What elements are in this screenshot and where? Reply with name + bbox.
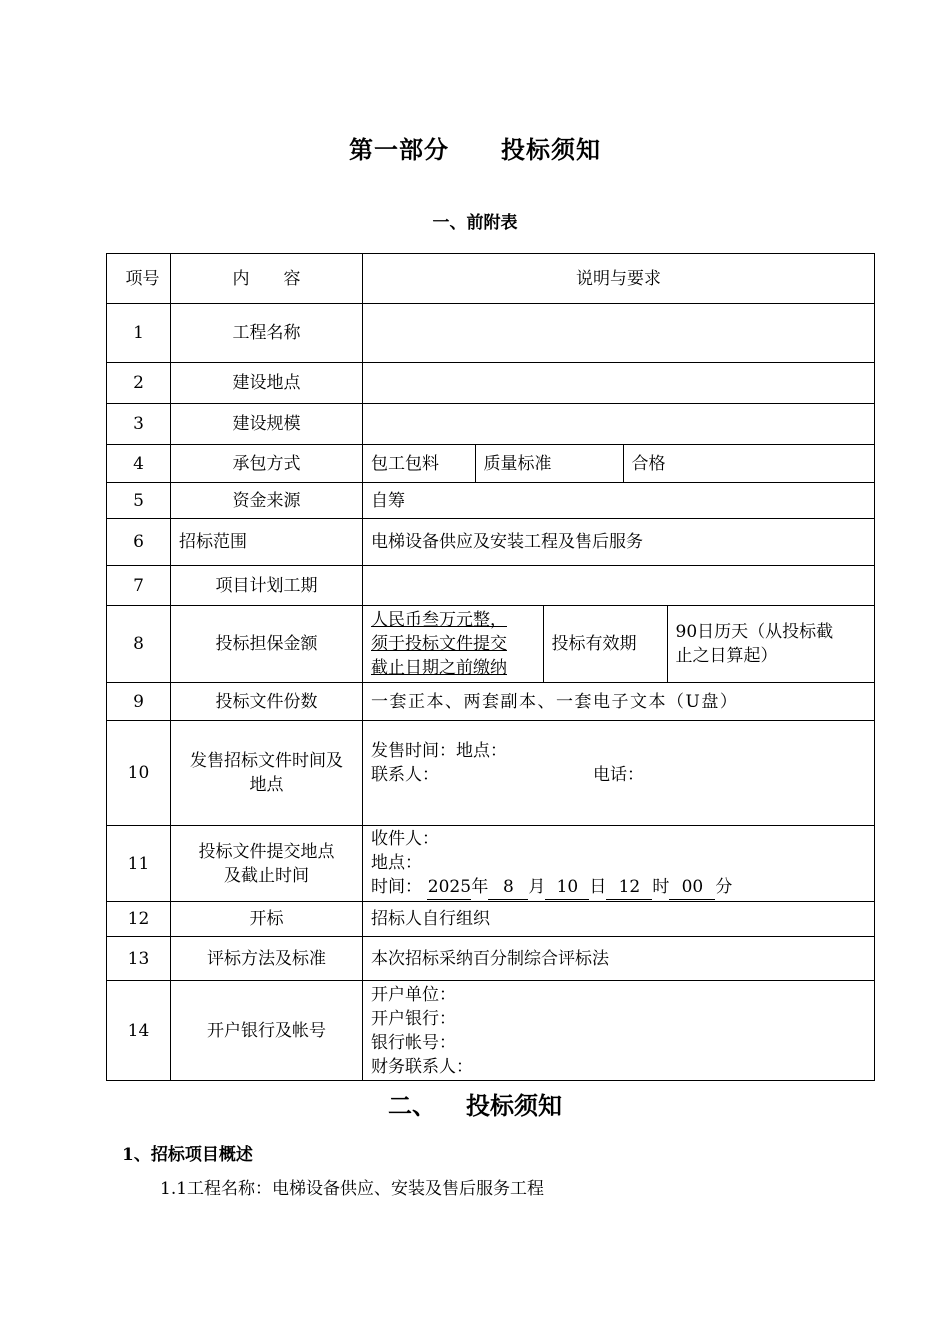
deadline-month: 8: [488, 875, 528, 900]
contact-label: 联系人：: [371, 765, 439, 785]
row-no: 9: [107, 683, 171, 721]
hour-unit: 时: [652, 877, 670, 897]
row-value: 本次招标采纳百分制综合评标法: [363, 937, 875, 981]
table-header-row: [107, 254, 875, 304]
table-row: [107, 683, 875, 721]
row-no: 4: [107, 445, 171, 483]
finance-contact-label: 财务联系人：: [371, 1056, 473, 1077]
bond-amount: [363, 606, 543, 682]
year-unit: 年: [471, 877, 489, 897]
table-row: [107, 404, 875, 445]
header-content: 内 容: [171, 254, 363, 304]
deadline-line: [371, 875, 866, 900]
row-no: 10: [107, 721, 171, 826]
header-desc: 说明与要求: [363, 254, 875, 304]
row-value-split: [363, 445, 875, 483]
validity-value: [667, 606, 874, 682]
row-label: 承包方式: [171, 445, 363, 483]
place-label: 地点：: [371, 853, 422, 873]
bank-label: 开户银行：: [371, 1008, 456, 1029]
row-value: [363, 566, 875, 606]
phone-label: 电话：: [593, 765, 644, 785]
table-row: [107, 826, 875, 902]
validity-line: 90日历天（从投标截: [675, 622, 834, 642]
title-name: 投标须知: [501, 135, 601, 164]
section-2-title: [0, 1086, 950, 1121]
row-no: 2: [107, 363, 171, 404]
account-no-label: 银行帐号：: [371, 1032, 456, 1053]
table-row: [107, 721, 875, 826]
row-no: 13: [107, 937, 171, 981]
table-row: [107, 445, 875, 483]
row-no: 5: [107, 483, 171, 519]
row-no: 11: [107, 826, 171, 902]
header-no: 项号: [107, 254, 171, 304]
bond-line: 人民币叁万元整，: [371, 610, 507, 630]
label-line: 投标文件提交地点: [198, 841, 335, 862]
label-line: 发售招标文件时间及: [190, 751, 343, 771]
account-unit-label: 开户单位：: [371, 984, 456, 1005]
page-title: [0, 130, 950, 165]
table-row: [107, 363, 875, 404]
contract-type: 包工包料: [371, 453, 439, 474]
minute-unit: 分: [715, 877, 733, 897]
heading-1: 1、招标项目概述: [122, 1145, 253, 1165]
row-label: 资金来源: [171, 483, 363, 519]
front-appendix-table: [106, 253, 875, 1081]
bond-line: 须于投标文件提交: [371, 634, 507, 654]
deadline-day: 10: [545, 875, 589, 900]
row-label: 开户银行及帐号: [171, 981, 363, 1081]
row-no: 7: [107, 566, 171, 606]
paragraph-1-1: 1.1工程名称：电梯设备供应、安装及售后服务工程: [160, 1179, 545, 1199]
bond-line: 截止日期之前缴纳: [371, 658, 507, 678]
section-2-name: 投标须知: [466, 1091, 562, 1120]
recipient-label: 收件人：: [371, 829, 439, 849]
row-label: [171, 721, 363, 826]
row-label: 投标文件份数: [171, 683, 363, 721]
row-value: 电梯设备供应及安装工程及售后服务: [363, 519, 875, 566]
deadline-year: 2025: [427, 875, 471, 900]
row-value: [363, 826, 875, 902]
table-row: [107, 566, 875, 606]
row-label: 开标: [171, 902, 363, 937]
row-label: 招标范围: [171, 519, 363, 566]
row-label: 项目计划工期: [171, 566, 363, 606]
deadline-hour: 12: [606, 875, 652, 900]
sale-time-place: 发售时间：地点：: [371, 741, 507, 761]
row-no: 1: [107, 304, 171, 363]
row-no: 14: [107, 981, 171, 1081]
row-label: 建设规模: [171, 404, 363, 445]
row-label: 建设地点: [171, 363, 363, 404]
row-value: 自筹: [363, 483, 875, 519]
label-line: 地点: [249, 775, 284, 795]
section-2-number: 二、: [388, 1091, 436, 1120]
row-no: 6: [107, 519, 171, 566]
row-label: 工程名称: [171, 304, 363, 363]
label-line: 及截止时间: [224, 865, 309, 886]
table-row: [107, 902, 875, 937]
quality-value: 合格: [623, 445, 874, 482]
contact-line: [371, 763, 866, 787]
table-row: [107, 981, 875, 1081]
day-unit: 日: [589, 877, 607, 897]
row-value-split: [363, 606, 875, 683]
row-label: 投标担保金额: [171, 606, 363, 683]
table-row: [107, 304, 875, 363]
row-label: 评标方法及标准: [171, 937, 363, 981]
row-no: 3: [107, 404, 171, 445]
deadline-minute: 00: [669, 875, 715, 900]
table-row: [107, 937, 875, 981]
row-value: [363, 304, 875, 363]
table-row: [107, 519, 875, 566]
row-value: [363, 363, 875, 404]
row-value: [363, 981, 875, 1081]
month-unit: 月: [528, 877, 546, 897]
subtitle: 一、前附表: [432, 213, 518, 233]
validity-label: 投标有效期: [543, 606, 667, 682]
time-label: 时间：: [371, 877, 422, 897]
row-value: 招标人自行组织: [363, 902, 875, 937]
title-part: 第一部分: [349, 135, 449, 164]
row-no: 8: [107, 606, 171, 683]
table-row: [107, 606, 875, 683]
row-no: 12: [107, 902, 171, 937]
validity-line: 止之日算起）: [675, 646, 778, 666]
row-label: [171, 826, 363, 902]
row-value: [363, 721, 875, 826]
row-value: 一套正本、两套副本、一套电子文本（U盘）: [363, 683, 875, 721]
quality-label: 质量标准: [475, 445, 623, 482]
row-value: [363, 404, 875, 445]
table-row: [107, 483, 875, 519]
